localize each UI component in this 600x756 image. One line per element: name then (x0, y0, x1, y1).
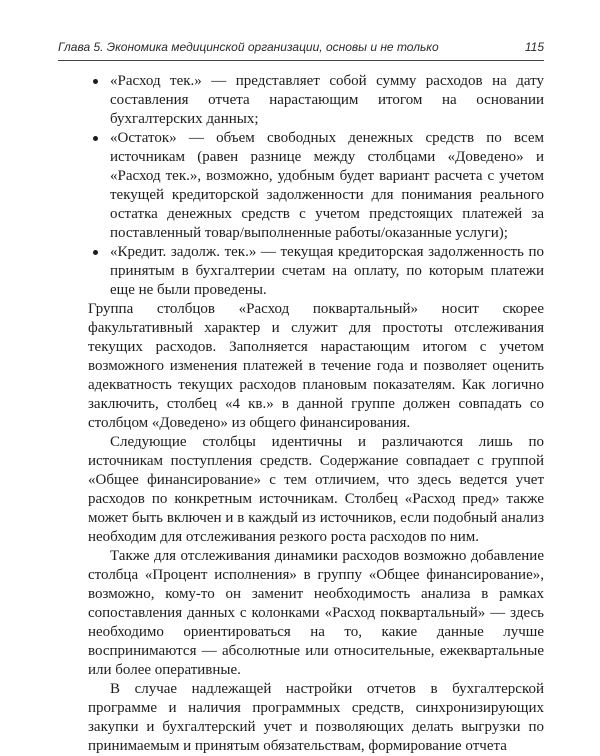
bullet-item: «Расход тек.» — представляет собой сумму расходов на дату составления отчета нарастающим итогом на основании бухгалтерских данных; (88, 72, 544, 129)
chapter-title: Глава 5. Экономика медицинской организации, основы и не только (58, 40, 439, 54)
bullet-item: «Кредит. задолж. тек.» — текущая кредиторская задолженность по принятым в бухгалтерии счетам на оплату, по которым платежи еще не были проведены. (88, 243, 544, 300)
paragraph: Следующие столбцы идентичны и различаются лишь по источникам поступления средств. Содержание совпадает с группой «Общее финансирование» с тем отличием, что здесь ведется учет расходов по конкретным источникам. Столбец «Расход пред» также может быть включен и в каждый из источников, если подобный анализ необходим для отслеживания резкого роста расходов по ним. (88, 434, 544, 545)
bullet-item: «Остаток» — объем свободных денежных средств по всем источникам (равен разнице между столбцами «Доведено» и «Расход тек.», возможно, удобным будет вариант расчета с учетом текущей кредиторской задолженности для понимания реального остатка денежных средств с учетом предстоящих платежей за поставленный товар/выполненные работы/оказанные услуги); (88, 129, 544, 243)
bullet-list (88, 72, 544, 300)
paragraph: В случае надлежащей настройки отчетов в бухгалтерской программе и наличия программных средств, синхронизирующих закупки и бухгалтерский учет и позволяющих делать выгрузки по принимаемым и принятым обязательствам, формирование отчета (88, 681, 544, 754)
body-text (88, 72, 544, 756)
paragraph: Группа столбцов «Расход поквартальный» носит скорее факультативный характер и служит для простоты отслеживания текущих расходов. Заполняется нарастающим итогом с учетом возможного изменения платежей в течение года и позволяет оценить адекватность текущих расходов плановым показателям. Как логично заключить, столбец «4 кв.» в данной группе должен совпадать со столбцом «Доведено» из общего финансирования. (88, 301, 544, 431)
paragraph: Также для отслеживания динамики расходов возможно добавление столбца «Процент исполнения» в группу «Общее финансирование», возможно, кому-то он заменит необходимость анализа в рамках сопоставления данных с колонками «Расход поквартальный» — здесь необходимо ориентироваться на то, какие данные лучше воспринимаются — абсолютные или относительные, ежеквартальные или более оперативные. (88, 548, 544, 678)
page-number: 115 (524, 40, 544, 54)
running-header (58, 34, 544, 61)
